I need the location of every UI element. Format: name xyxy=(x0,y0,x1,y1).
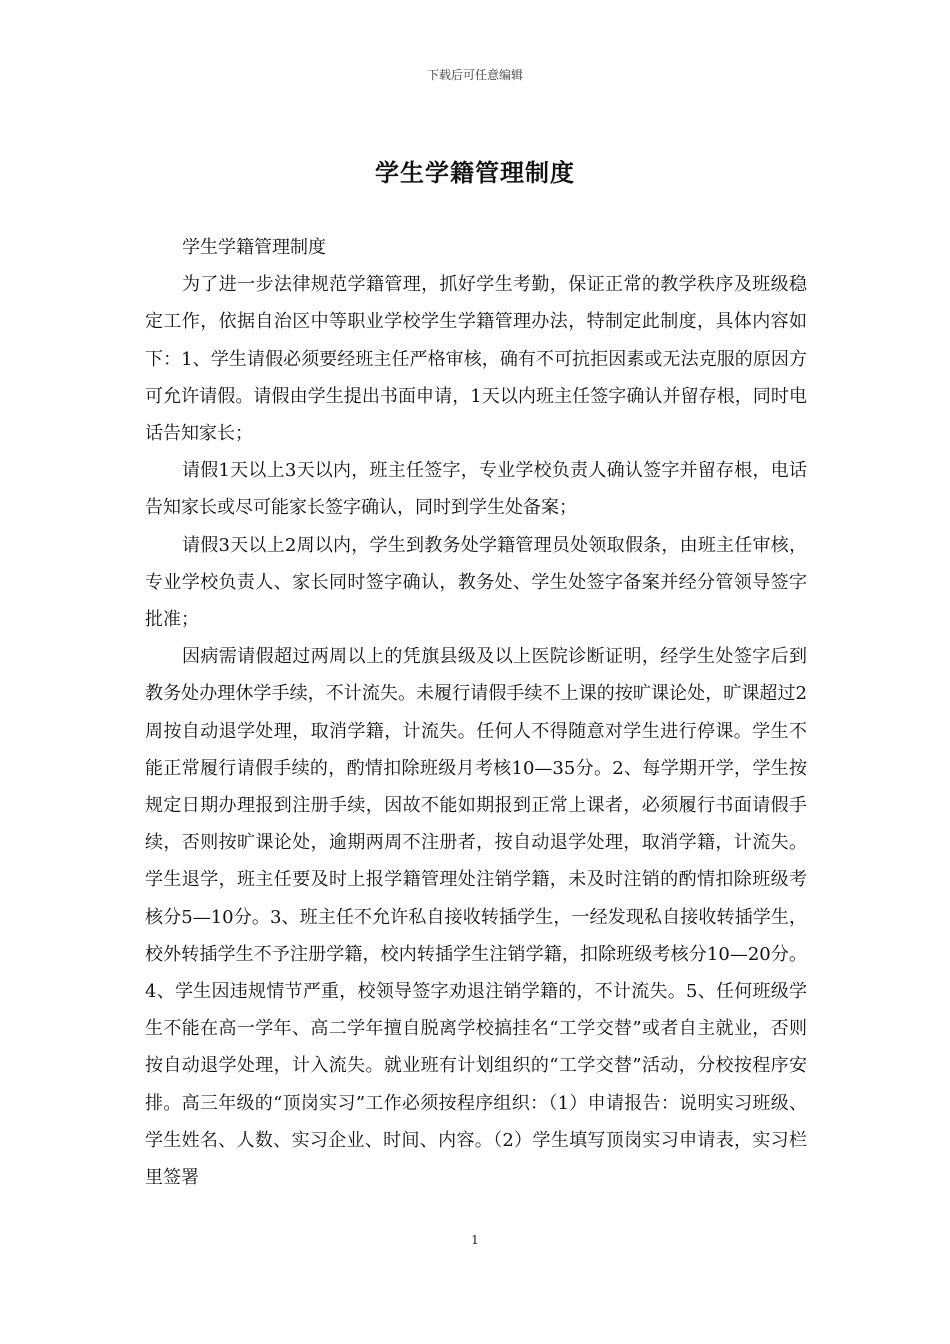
document-body xyxy=(145,229,807,1196)
paragraph: 请假3天以上2周以内，学生到教务处学籍管理员处领取假条，由班主任审核，专业学校负责人、家长同时签字确认，教务处、学生处签字备案并经分管领导签字批准； xyxy=(145,534,807,631)
paragraph: 请假1天以上3天以内，班主任签字，专业学校负责人确认签字并留存根，电话告知家长或尽可能家长签字确认，同时到学生处备案； xyxy=(145,460,807,519)
paragraph: 学生学籍管理制度 xyxy=(182,237,326,258)
header-note: 下载后可任意编辑 xyxy=(426,68,523,82)
page-number: 1 xyxy=(471,1233,479,1247)
paragraph: 为了进一步法律规范学籍管理，抓好学生考勤，保证正常的教学秩序及班级稳定工作，依据自治区中等职业学校学生学籍管理办法，特制定此制度，具体内容如下：1、学生请假必须要经班主任严格审核，确有不可抗拒因素或无法克服的原因方可允许请假。请假由学生提出书面申请，1天以内班主任签字确认并留存根，同时电话告知家长； xyxy=(145,274,807,445)
paragraph: 因病需请假超过两周以上的凭旗县级及以上医院诊断证明，经学生处签字后到教务处办理休学手续，不计流失。未履行请假手续不上课的按旷课论处，旷课超过2周按自动退学处理，取消学籍，计流失。任何人不得随意对学生进行停课。学生不能正常履行请假手续的，酌情扣除班级月考核10—35分。2、每学期开学，学生按规定日期办理报到注册手续，因故不能如期报到正常上课者，必须履行书面请假手续，否则按旷课论处，逾期两周不注册者，按自动退学处理，取消学籍，计流失。学生退学，班主任要及时上报学籍管理处注销学籍，未及时注销的酌情扣除班级考核分5—10分。3、班主任不允许私自接收转插学生，一经发现私自接收转插学生，校外转插学生不予注册学籍，校内转插学生注销学籍，扣除班级考核分10—20分。4、学生因违规情节严重，校领导签字劝退注销学籍的，不计流失。5、任何班级学生不能在高一学年、高二学年擅自脱离学校搞挂名“工学交替”或者自主就业，否则按自动退学处理，计入流失。就业班有计划组织的“工学交替”活动，分校按程序安排。高三年级的“顶岗实习”工作必须按程序组织：（1）申请报告：说明实习班级、学生姓名、人数、实习企业、时间、内容。（2）学生填写顶岗实习申请表，实习栏里签署 xyxy=(145,646,807,1189)
page-title: 学生学籍管理制度 xyxy=(375,158,575,187)
